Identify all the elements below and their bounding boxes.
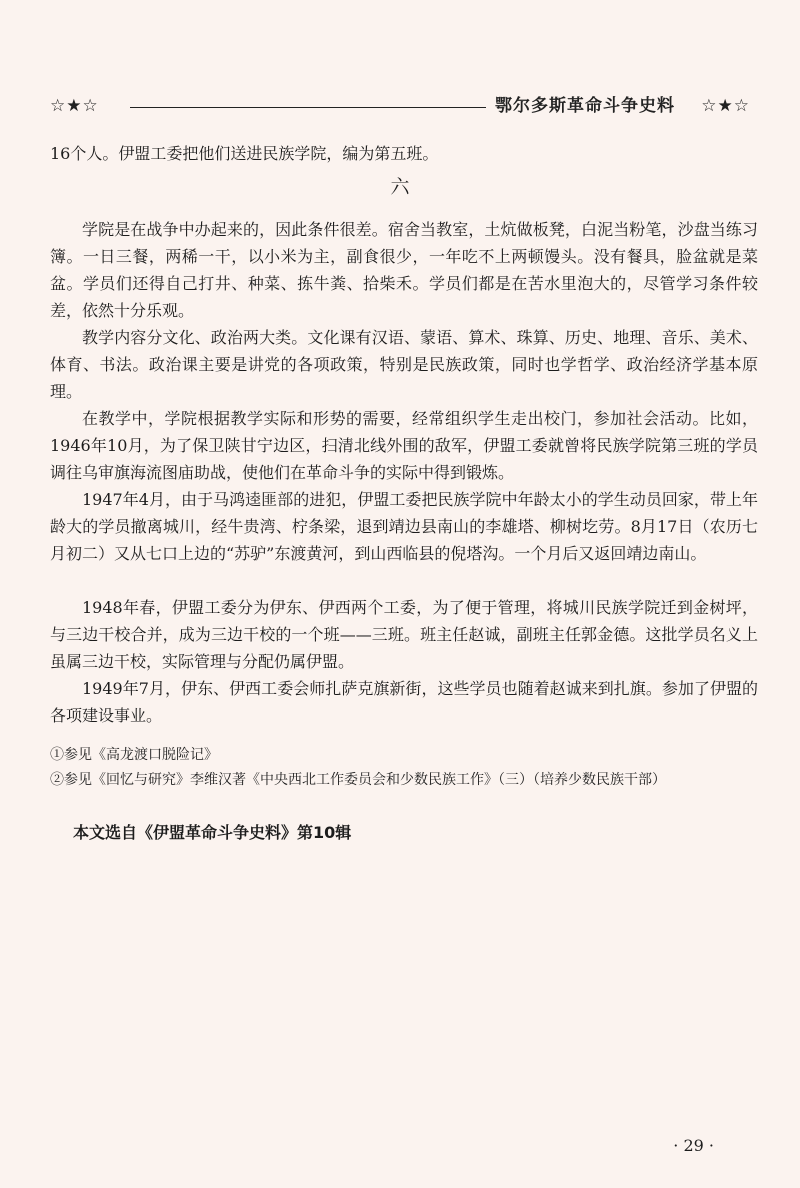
paragraph-1947: 1947年4月，由于马鸿逵匪部的进犯，伊盟工委把民族学院中年龄太小的学生动员回家，带上年龄大的学员撤离城川，经牛贵湾、柠条梁，退到靖边县南山的李雄塔、柳树圪劳。8月17日（农历七月初二）又从七口上边的“苏驴”东渡黄河，到山西临县的倪塔沟。一个月后又返回靖边南山。 <box>50 490 758 563</box>
paragraph-curriculum: 教学内容分文化、政治两大类。文化课有汉语、蒙语、算术、珠算、历史、地理、音乐、美术、体育、书法。政治课主要是讲党的各项政策，特别是民族政策，同时也学哲学、政治经济学基本原理。 <box>50 328 758 401</box>
section-heading: 六 <box>390 176 410 198</box>
header-title: 鄂尔多斯革命斗争史料 <box>495 96 675 116</box>
paragraph-activities: 在教学中，学院根据教学实际和形势的需要，经常组织学生走出校门，参加社会活动。比如，1946年10月，为了保卫陕甘宁边区，扫清北线外围的敌军，伊盟工委就曾将民族学院第三班的学员调往乌审旗海流图庙助战，使他们在革命斗争的实际中得到锻炼。 <box>50 409 758 482</box>
source-note: 本文选自《伊盟革命斗争史料》第10辑 <box>73 823 352 842</box>
running-header <box>50 96 750 116</box>
header-stars-right: ☆★☆ <box>701 96 750 116</box>
page-number: · 29 · <box>673 1136 714 1155</box>
footnote-2: ②参见《回忆与研究》李维汉著《中央西北工作委员会和少数民族工作》（三）（培养少数民族干部） <box>50 772 666 788</box>
paragraph-continuation: 16个人。伊盟工委把他们送进民族学院，编为第五班。 <box>50 144 439 163</box>
paragraph-1948: 1948年春，伊盟工委分为伊东、伊西两个工委，为了便于管理，将城川民族学院迁到金树坪，与三边干校合并，成为三边干校的一个班——三班。班主任赵诚，副班主任郭金德。这批学员名义上虽属三边干校，实际管理与分配仍属伊盟。 <box>50 598 758 671</box>
footnote-1: ①参见《高龙渡口脱险记》 <box>50 747 218 763</box>
paragraph-1949: 1949年7月，伊东、伊西工委会师扎萨克旗新街，这些学员也随着赵诚来到扎旗。参加了伊盟的各项建设事业。 <box>50 679 758 725</box>
header-stars-left: ☆★☆ <box>50 96 99 116</box>
header-rule <box>130 107 486 108</box>
paragraph-conditions: 学院是在战争中办起来的，因此条件很差。宿舍当教室，土炕做板凳，白泥当粉笔，沙盘当练习簿。一日三餐，两稀一干，以小米为主，副食很少，一年吃不上两顿馒头。没有餐具，脸盆就是菜盆。学员们还得自己打井、种菜、拣牛粪、拾柴禾。学员们都是在苦水里泡大的，尽管学习条件较差，依然十分乐观。 <box>50 220 758 320</box>
